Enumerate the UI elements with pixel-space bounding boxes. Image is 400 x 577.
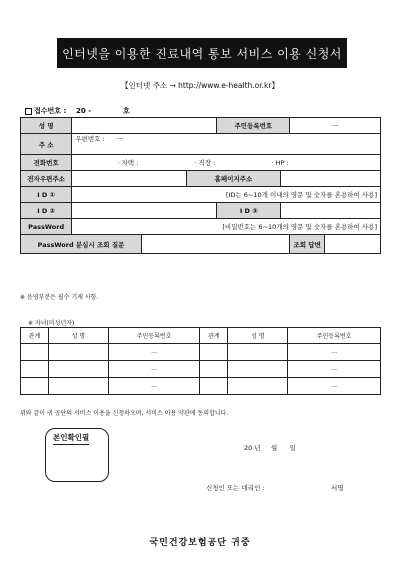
pw-question-label: PassWord 분실시 조회 질문: [21, 235, 142, 254]
id3-field[interactable]: [281, 203, 381, 219]
column-header: 관계: [21, 328, 49, 344]
name-label: 성 명: [21, 118, 72, 134]
ssn-cell[interactable]: ㅡ: [288, 344, 381, 361]
signature-mark[interactable]: 서명: [331, 484, 344, 492]
ssn-cell[interactable]: ㅡ: [108, 378, 200, 395]
pw-answer-field[interactable]: [324, 235, 380, 254]
child-section-label: ※ 자녀(미성년자): [28, 320, 75, 327]
relation-cell[interactable]: [21, 378, 49, 395]
receipt-year: 20: [76, 107, 86, 115]
password-note: [비밀번호는 6~10개의 영문 및 숫자를 혼용하여 사용]: [222, 223, 377, 231]
date-month-unit: 월: [270, 444, 278, 452]
date-year-unit: 년: [254, 444, 261, 452]
applicant-signature-label: 신청인 또는 대리인 :: [206, 484, 265, 492]
phone-hp: · HP :: [271, 159, 289, 167]
phone-field[interactable]: [72, 155, 381, 171]
password-field[interactable]: [72, 219, 381, 235]
date-year: 20: [244, 444, 253, 452]
ssn-cell[interactable]: ㅡ: [108, 344, 200, 361]
checkbox-icon: [25, 108, 32, 115]
id-note: [ID는 6~10개 이내의 영문 및 숫자를 혼용하여 사용]: [225, 191, 377, 199]
homepage-field[interactable]: [281, 171, 381, 187]
column-header: 주민등록번호: [108, 328, 200, 344]
agreement-text: 위와 같이 귀 공단의 서비스 이용을 신청하오며, 서비스 이용 약관에 동의합니다.: [20, 410, 229, 417]
ssn-field[interactable]: ㅡ: [290, 118, 381, 134]
name-cell[interactable]: [228, 344, 288, 361]
postal-label: 우편번호 :: [75, 135, 105, 143]
id1-field[interactable]: [72, 187, 381, 203]
ssn-cell[interactable]: ㅡ: [288, 378, 381, 395]
receipt-suffix: 호: [122, 107, 130, 115]
phone-work: · 직장 :: [194, 159, 216, 167]
relation-cell[interactable]: [21, 344, 49, 361]
column-header: 관계: [200, 328, 228, 344]
form-title: 인터넷을 이용한 진료내역 통보 서비스 이용 신청서: [57, 38, 347, 68]
column-header: 주민등록번호: [288, 328, 381, 344]
ssn-cell[interactable]: ㅡ: [288, 361, 381, 378]
child-table-header: [21, 328, 381, 344]
phone-home: · 자택 :: [117, 159, 139, 167]
password-label: PassWord: [21, 219, 72, 235]
date-line: [244, 443, 296, 452]
address-field[interactable]: [72, 134, 381, 155]
address-label: 주 소: [21, 134, 72, 155]
pw-answer-label: 조회 답변: [290, 235, 324, 254]
name-cell[interactable]: [48, 344, 108, 361]
email-label: 전자우편주소: [21, 171, 72, 187]
email-field[interactable]: [72, 171, 186, 187]
name-cell[interactable]: [228, 361, 288, 378]
name-cell[interactable]: [48, 378, 108, 395]
relation-cell[interactable]: [21, 361, 49, 378]
ssn-cell[interactable]: ㅡ: [108, 361, 200, 378]
identity-stamp-label: 본인확인필: [53, 432, 89, 445]
table-row: [21, 378, 381, 395]
postal-dash: ㅡ: [117, 135, 124, 143]
table-row: [21, 361, 381, 378]
relation-cell[interactable]: [200, 344, 228, 361]
receipt-label: 접수번호 :: [34, 107, 67, 115]
phone-label: 전화번호: [21, 155, 72, 171]
id1-label: I D ①: [21, 187, 72, 203]
ssn-label: 주민등록번호: [217, 118, 290, 134]
date-day-unit: 일: [289, 444, 296, 452]
name-cell[interactable]: [48, 361, 108, 378]
pw-question-field[interactable]: [142, 235, 290, 254]
id2-field[interactable]: [72, 203, 217, 219]
table-row: [21, 344, 381, 361]
id3-label: I D ③: [217, 203, 281, 219]
website-url: 【인터넷 주소 → http://www.e-health.or.kr】: [121, 81, 279, 90]
column-header: 성 명: [48, 328, 108, 344]
name-field[interactable]: [72, 118, 217, 134]
homepage-label: 홈페이지주소: [186, 171, 281, 187]
receipt-number: [25, 106, 130, 116]
required-note: ※ 음영부분은 필수 기재 사항.: [20, 294, 99, 301]
relation-cell[interactable]: [200, 361, 228, 378]
column-header: 성 명: [228, 328, 288, 344]
name-cell[interactable]: [228, 378, 288, 395]
id2-label: I D ②: [21, 203, 72, 219]
organization-name: 국민건강보험공단 귀중: [149, 538, 251, 548]
applicant-form-table: [20, 117, 381, 254]
child-table: [20, 327, 381, 395]
receipt-dash: -: [88, 107, 92, 115]
relation-cell[interactable]: [200, 378, 228, 395]
